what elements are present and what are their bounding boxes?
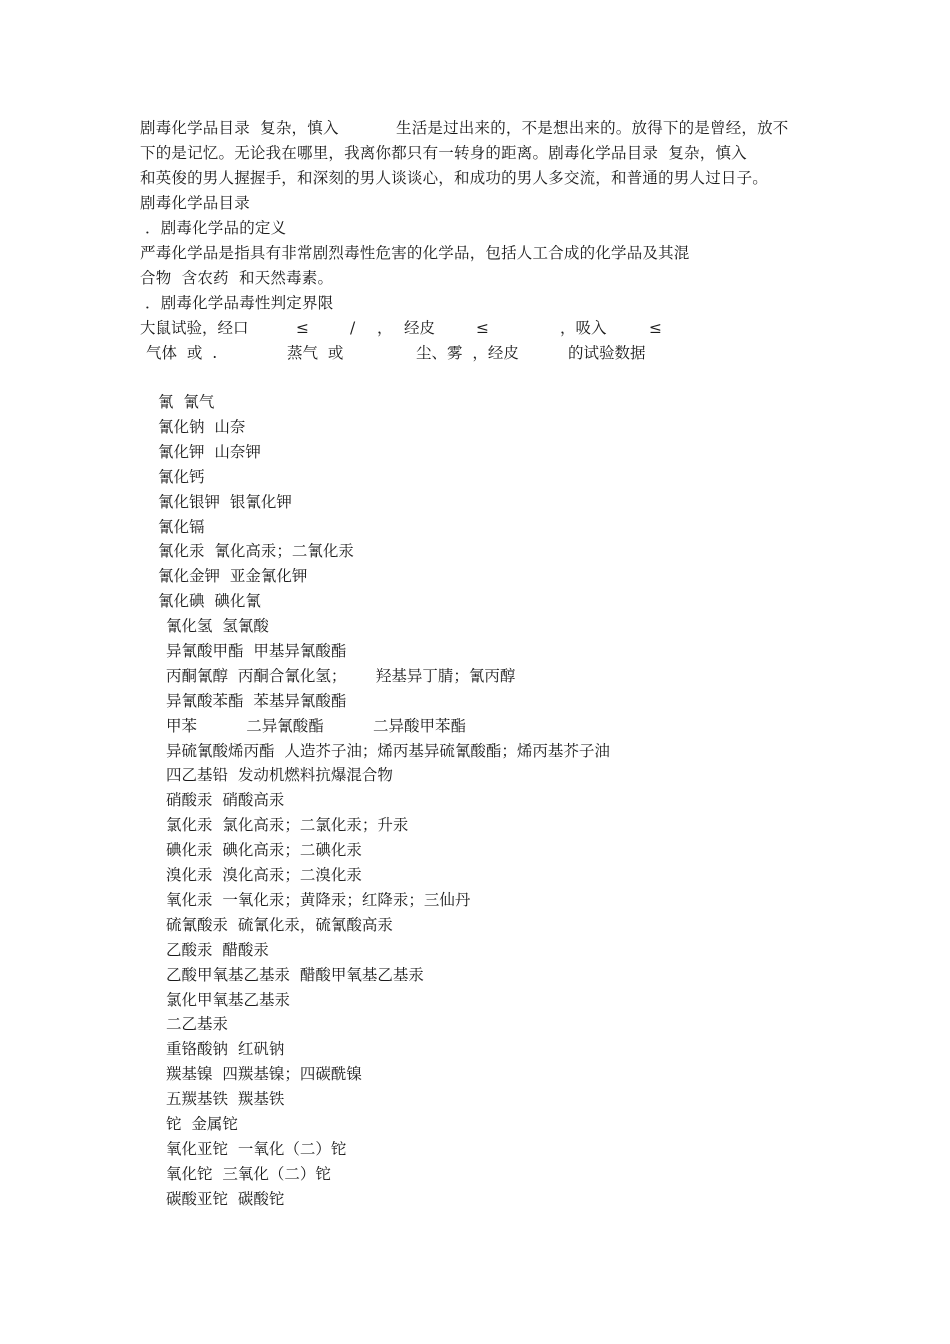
list-item: 异硫氰酸烯丙酯 人造芥子油；烯丙基异硫氰酸酯；烯丙基芥子油 xyxy=(166,741,610,760)
intro-quote: 生活是过出来的，不是想出来的。放得下的是曾经，放不 xyxy=(396,119,789,137)
criteria-dermal-label: 经皮 xyxy=(404,319,436,337)
criteria-gas: 气体 或 . xyxy=(146,344,218,362)
list-item: 氰化钙 xyxy=(158,467,205,486)
list-item: 丙酮氰醇 丙酮合氰化氢； 羟基异丁腈；氰丙醇 xyxy=(166,666,516,685)
document-title: 剧毒化学品目录 xyxy=(140,194,250,212)
intro-line-3: 和英俊的男人握握手，和深刻的男人谈谈心，和成功的男人多交流，和普通的男人过日子。 xyxy=(140,169,769,187)
criteria-oral-label: 大鼠试验，经口 xyxy=(140,319,249,337)
criteria-slash: / xyxy=(350,319,356,337)
list-item: 异氰酸甲酯 甲基异氰酸酯 xyxy=(166,641,347,660)
list-item: 乙酸汞 醋酸汞 xyxy=(166,940,269,959)
list-item: 硫氰酸汞 硫氰化汞，硫氰酸高汞 xyxy=(166,915,393,934)
list-item: 氯化甲氧基乙基汞 xyxy=(166,990,291,1009)
criteria-comma: ， xyxy=(377,319,393,337)
list-item: 重铬酸钠 红矾钠 xyxy=(166,1040,285,1059)
list-item: 氧化亚铊 一氧化（二）铊 xyxy=(166,1139,347,1158)
list-item: 异氰酸苯酯 苯基异氰酸酯 xyxy=(166,691,347,710)
list-item: 氰化碘 碘化氰 xyxy=(158,592,261,611)
section-1-heading: ．剧毒化学品的定义 xyxy=(145,219,287,237)
list-item: 氰化钠 山奈 xyxy=(158,417,246,436)
list-item: 甲苯 二异氰酸酯 二异酸甲苯酯 xyxy=(166,716,467,735)
list-item: 溴化汞 溴化高汞；二溴化汞 xyxy=(166,866,362,884)
list-item: 氯化汞 氯化高汞；二氯化汞；升汞 xyxy=(166,816,409,835)
list-item: 铊 金属铊 xyxy=(166,1115,238,1133)
list-item: 二乙基汞 xyxy=(166,1015,229,1034)
list-item: 氰化镉 xyxy=(158,517,205,536)
list-item: 氧化铊 三氧化（二）铊 xyxy=(166,1164,331,1183)
list-item: 硝酸汞 硝酸高汞 xyxy=(166,791,285,810)
criteria-oral-leq: ≤ xyxy=(296,319,309,337)
list-item: 四乙基铅 发动机燃料抗爆混合物 xyxy=(166,766,393,785)
list-item: 氰化汞 氰化高汞；二氰化汞 xyxy=(158,542,354,561)
list-item: 碘化汞 碘化高汞；二碘化汞 xyxy=(166,841,362,860)
list-item: 氰 氰气 xyxy=(158,393,215,411)
section-2-heading: ．剧毒化学品毒性判定界限 xyxy=(145,294,334,312)
list-item: 氰化银钾 银氰化钾 xyxy=(158,492,292,511)
list-item: 五羰基铁 羰基铁 xyxy=(166,1090,285,1109)
list-item: 碳酸亚铊 碳酸铊 xyxy=(166,1189,285,1208)
section-1-body-2: 合物 含农药 和天然毒素。 xyxy=(140,269,334,287)
intro-line-2: 下的是记忆。无论我在哪里，我离你都只有一转身的距离。剧毒化学品目录 复杂，慎入 xyxy=(140,144,747,162)
list-item: 乙酸甲氧基乙基汞 醋酸甲氧基乙基汞 xyxy=(166,965,424,984)
list-item: 氧化汞 一氧化汞；黄降汞；红降汞；三仙丹 xyxy=(166,890,471,909)
intro-title: 剧毒化学品目录 复杂，慎入 xyxy=(140,119,339,137)
list-item: 氰化金钾 亚金氰化钾 xyxy=(158,567,308,586)
criteria-dermal-leq: ≤ xyxy=(476,319,489,337)
criteria-inhalation-label: ，吸入 xyxy=(560,319,607,337)
list-item: 氰化氢 氢氰酸 xyxy=(166,617,269,635)
list-item: 氰化钾 山奈钾 xyxy=(158,442,261,461)
criteria-inhalation-leq: ≤ xyxy=(649,319,662,337)
section-1-body-1: 严毒化学品是指具有非常剧烈毒性危害的化学品，包括人工合成的化学品及其混 xyxy=(140,244,690,262)
list-item: 羰基镍 四羰基镍；四碳酰镍 xyxy=(166,1065,362,1084)
criteria-vapor: 蒸气 或 xyxy=(287,344,344,362)
criteria-dust-mist: 尘、雾 ，经皮 xyxy=(416,344,519,362)
criteria-test-data: 的试验数据 xyxy=(568,344,646,362)
